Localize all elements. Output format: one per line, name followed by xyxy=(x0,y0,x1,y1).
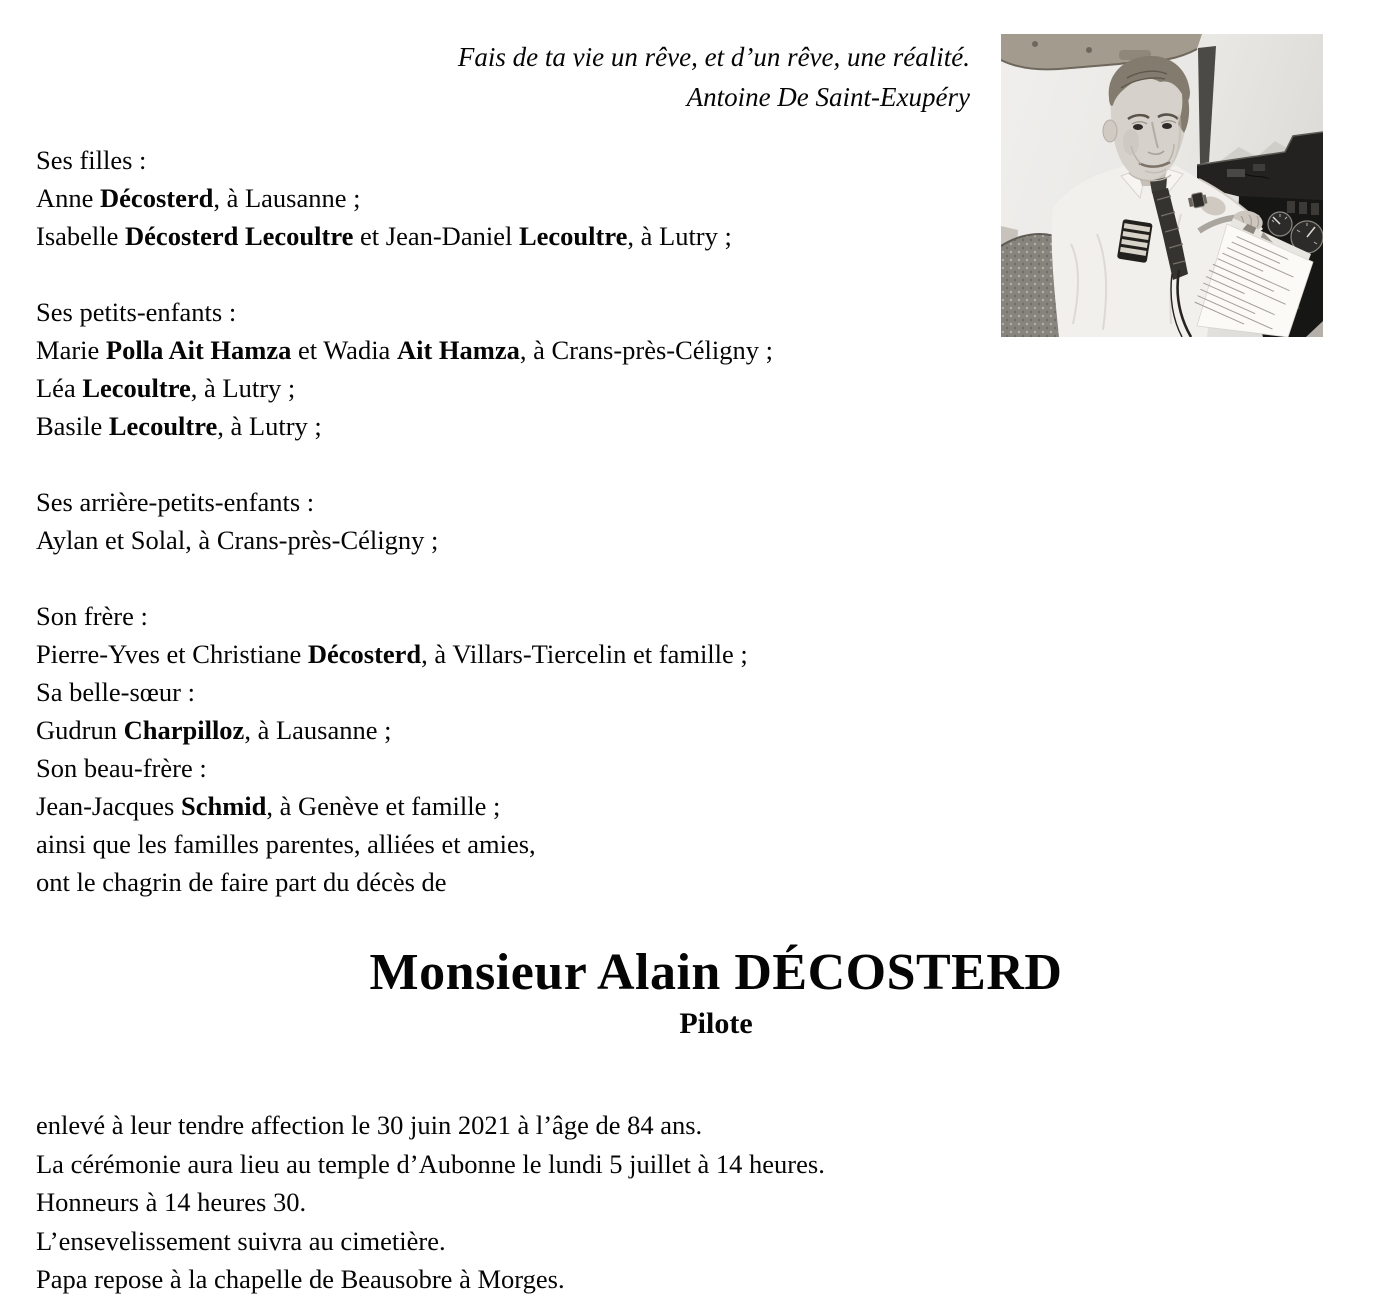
family-line xyxy=(36,863,773,901)
text-run: Son beau-frère : xyxy=(36,753,207,783)
detail-line xyxy=(36,1222,825,1261)
family-line xyxy=(36,141,773,179)
family-name-bold: Charpilloz xyxy=(123,715,245,745)
family-name-bold: Ait Hamza xyxy=(396,335,520,365)
family-line xyxy=(36,673,773,711)
family-line xyxy=(36,521,773,559)
text-run: , à Lausanne ; xyxy=(244,715,392,745)
family-name-bold: Schmid xyxy=(180,791,267,821)
detail-line xyxy=(36,1106,825,1145)
family-line xyxy=(36,597,773,635)
text-run: , à Villars-Tiercelin et famille ; xyxy=(421,639,748,669)
family-line xyxy=(36,217,773,255)
family-line xyxy=(36,331,773,369)
detail-line xyxy=(36,1183,825,1222)
text-run: , à Lutry ; xyxy=(190,373,296,403)
portrait-photo xyxy=(1001,34,1323,337)
family-name-bold: Décosterd Lecoultre xyxy=(125,221,354,251)
text-run: Ses petits-enfants : xyxy=(36,297,237,327)
quote-text: Fais de ta vie un rêve, et d’un rêve, une réalité. xyxy=(457,42,970,72)
text-run: Sa belle-sœur : xyxy=(36,677,195,707)
family-line xyxy=(36,293,773,331)
family-line xyxy=(36,787,773,825)
text-run: Marie xyxy=(36,335,106,365)
text-run: , à Lausanne ; xyxy=(213,183,361,213)
text-run: , à Genève et famille ; xyxy=(266,791,501,821)
text-run: et Wadia xyxy=(291,335,397,365)
family-line xyxy=(36,445,773,483)
deceased-name-title: Monsieur Alain DÉCOSTERD xyxy=(369,944,1063,1001)
text-run: Gudrun xyxy=(36,715,124,745)
text-run: enlevé à leur tendre affection le 30 juin 2021 à l’âge de 84 ans. xyxy=(36,1110,703,1140)
text-run: Isabelle xyxy=(36,221,126,251)
family-line xyxy=(36,483,773,521)
family-name-bold: Décosterd xyxy=(100,183,214,213)
family-announcement-list xyxy=(36,141,773,901)
family-line xyxy=(36,635,773,673)
text-run: ainsi que les familles parentes, alliées et amies, xyxy=(36,829,536,859)
text-run: Anne xyxy=(36,183,101,213)
text-run: L’ensevelissement suivra au cimetière. xyxy=(36,1225,446,1256)
family-line xyxy=(36,369,773,407)
text-run: et Jean-Daniel xyxy=(353,221,519,251)
family-line xyxy=(36,559,773,597)
family-line xyxy=(36,179,773,217)
text-run: Jean-Jacques xyxy=(36,791,181,821)
text-run: Aylan et Solal, à Crans-près-Céligny ; xyxy=(36,525,439,555)
deceased-role-subtitle: Pilote xyxy=(679,1007,753,1040)
detail-line xyxy=(36,1260,825,1299)
text-run: Son frère : xyxy=(36,601,148,631)
text-run: Ses filles : xyxy=(36,145,147,175)
family-line xyxy=(36,407,773,445)
family-name-bold: Polla Ait Hamza xyxy=(105,335,292,365)
text-run: , à Lutry ; xyxy=(217,411,322,441)
family-line xyxy=(36,255,773,293)
family-name-bold: Lecoultre xyxy=(82,373,191,403)
text-run: La cérémonie aura lieu au temple d’Aubonne le lundi 5 juillet à 14 heures. xyxy=(36,1148,825,1179)
family-name-bold: Lecoultre xyxy=(108,411,218,441)
family-line xyxy=(36,711,773,749)
text-run: Papa repose à la chapelle de Beausobre à Morges. xyxy=(36,1264,565,1294)
text-run: Pierre-Yves et Christiane xyxy=(36,639,308,669)
epigraph-quote xyxy=(458,37,970,117)
quote-author: Antoine De Saint-Exupéry xyxy=(686,82,970,112)
text-run: Basile xyxy=(36,411,109,441)
text-run: ont le chagrin de faire part du décès de xyxy=(36,867,447,897)
text-run: Léa xyxy=(36,373,83,403)
text-run: , à Lutry ; xyxy=(627,221,732,251)
family-line xyxy=(36,749,773,787)
family-name-bold: Décosterd xyxy=(307,639,422,669)
family-name-bold: Lecoultre xyxy=(518,221,628,251)
text-run: Honneurs à 14 heures 30. xyxy=(36,1187,307,1217)
detail-line xyxy=(36,1145,825,1184)
pilot-cockpit-photo xyxy=(1001,34,1323,337)
ceremony-details xyxy=(36,1106,825,1299)
text-run: , à Crans-près-Céligny ; xyxy=(519,335,774,365)
family-line xyxy=(36,825,773,863)
text-run: Ses arrière-petits-enfants : xyxy=(36,487,315,517)
